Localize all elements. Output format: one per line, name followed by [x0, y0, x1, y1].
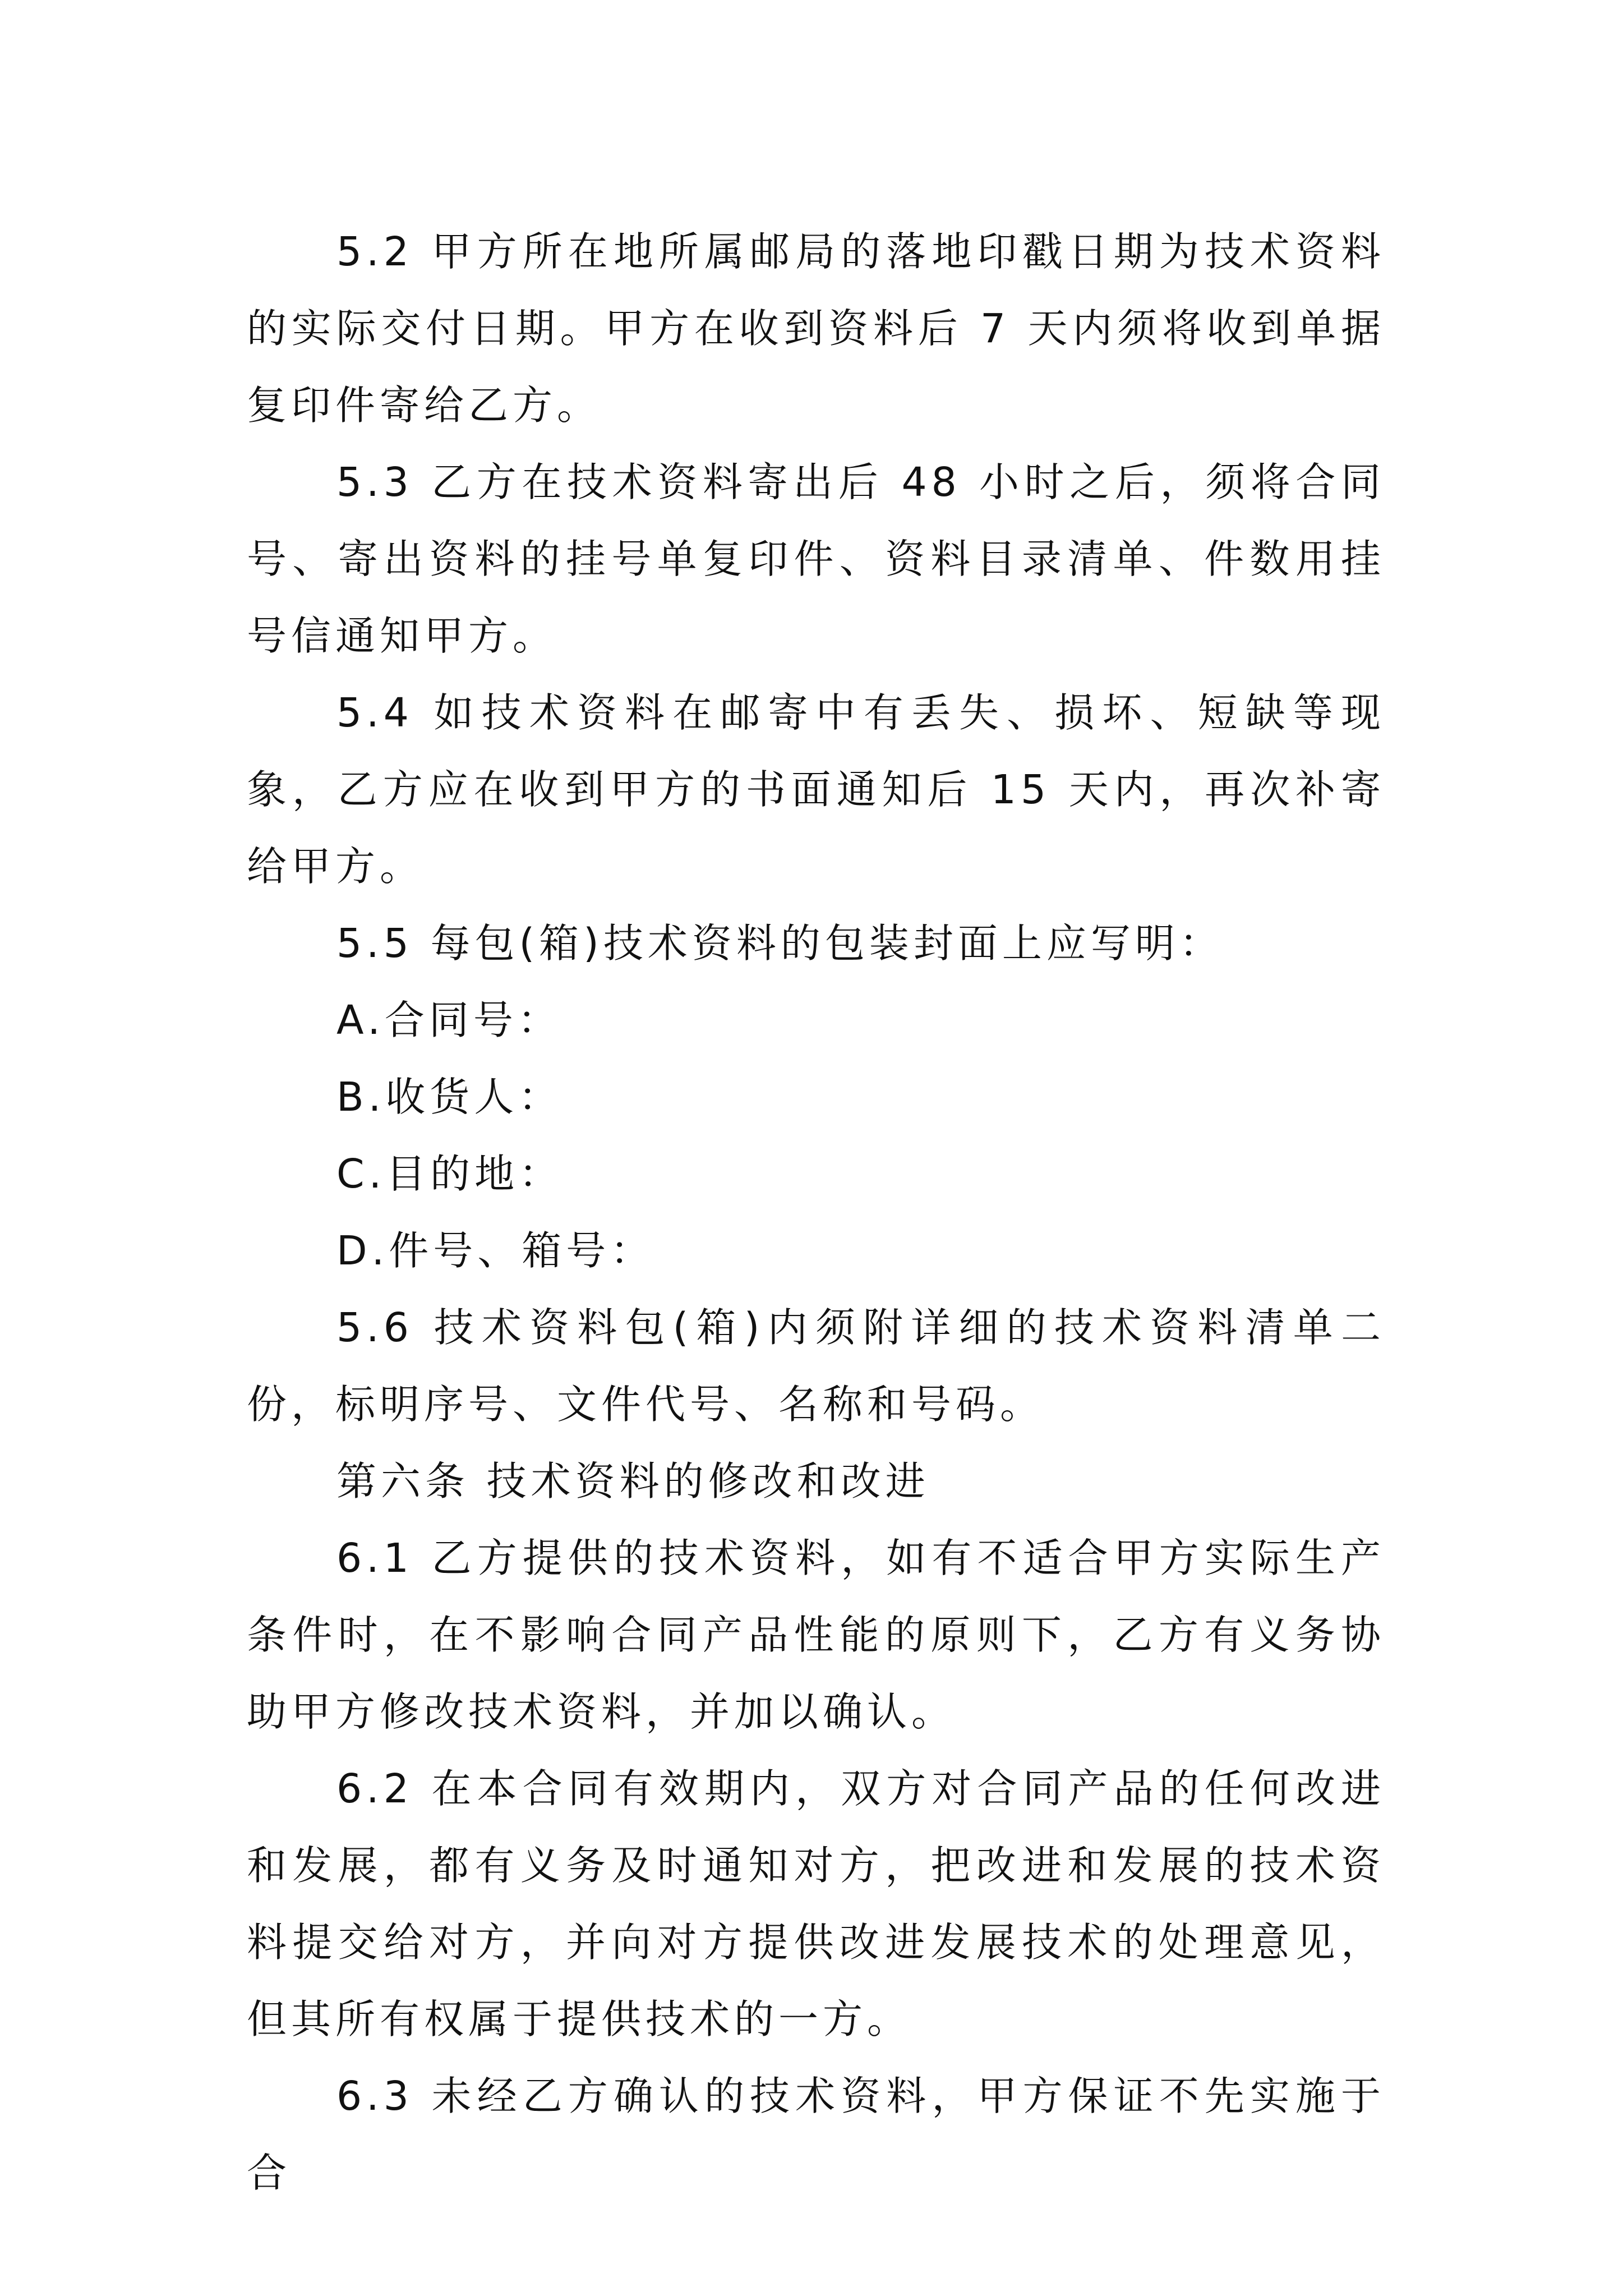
paragraph-5-2: 5.2 甲方所在地所属邮局的落地印戳日期为技术资料的实际交付日期。甲方在收到资料后 7 天内须将收到单据复印件寄给乙方。	[247, 228, 1385, 429]
paragraph-6-3: 6.3 未经乙方确认的技术资料，甲方保证不先实施于合	[247, 2073, 1385, 2196]
paragraph-6-1: 6.1 乙方提供的技术资料，如有不适合甲方实际生产条件时，在不影响合同产品性能的原则下，乙方有义务协助甲方修改技术资料，并加以确认。	[247, 1535, 1385, 1735]
paragraph-5-3: 5.3 乙方在技术资料寄出后 48 小时之后，须将合同号、寄出资料的挂号单复印件、资料目录清单、件数用挂号信通知甲方。	[247, 459, 1385, 659]
paragraph-6-2: 6.2 在本合同有效期内，双方对合同产品的任何改进和发展，都有义务及时通知对方，把改进和发展的技术资料提交给对方，并向对方提供改进发展技术的处理意见，但其所有权属于提供技术的一方。	[247, 1765, 1385, 2042]
paragraph-5-5: 5.5 每包(箱)技术资料的包装封面上应写明：	[336, 920, 1224, 967]
section-heading-6: 第六条 技术资料的修改和改进	[336, 1458, 930, 1504]
list-item-c: C.目的地：	[336, 1151, 564, 1197]
list-item-b: B.收货人：	[336, 1074, 563, 1120]
list-item-a: A.合同号：	[336, 997, 562, 1043]
paragraph-5-4: 5.4 如技术资料在邮寄中有丢失、损坏、短缺等现象，乙方应在收到甲方的书面通知后 15 天内，再次补寄给甲方。	[247, 689, 1385, 890]
paragraph-5-6: 5.6 技术资料包(箱)内须附详细的技术资料清单二份，标明序号、文件代号、名称和号码。	[247, 1304, 1385, 1428]
document-body	[247, 213, 1385, 2211]
list-item-d: D.件号、箱号：	[336, 1227, 655, 1274]
